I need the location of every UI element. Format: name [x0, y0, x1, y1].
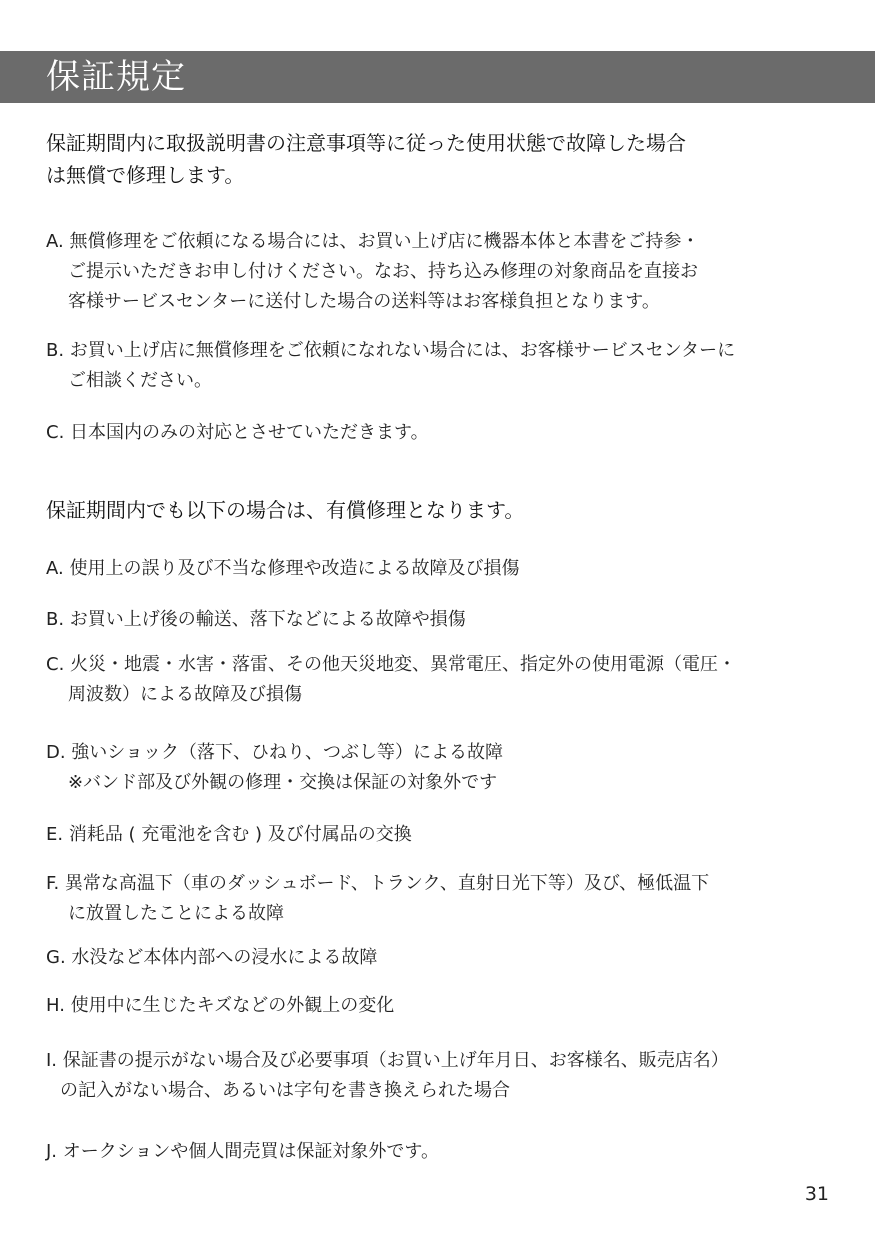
section2-item-c-line-1: C. 火災・地震・水害・落雷、その他天災地変、異常電圧、指定外の使用電源（電圧・ [46, 654, 737, 675]
section1-item-b [46, 336, 735, 396]
section2-item-j-line-1: J. オークションや個人間売買は保証対象外です。 [46, 1141, 439, 1162]
section2-item-j [46, 1137, 439, 1167]
section2-item-e [46, 820, 412, 850]
section1-item-a-line-1: A. 無償修理をご依頼になる場合には、お買い上げ店に機器本体と本書をご持参・ [46, 231, 700, 252]
section1-item-a-line-2: ご提示いただきお申し付けください。なお、持ち込み修理の対象商品を直接お [68, 261, 698, 282]
section2-item-h [46, 991, 394, 1021]
section2-item-b [46, 605, 466, 635]
section2-item-d [46, 738, 503, 798]
section2-item-c [46, 650, 736, 710]
section2-item-i-line-1: I. 保証書の提示がない場合及び必要事項（お買い上げ年月日、お客様名、販売店名） [46, 1050, 729, 1071]
section1-item-b-line-1: B. お買い上げ店に無償修理をご依頼になれない場合には、お客様サービスセンターに [46, 340, 736, 361]
section2-item-c-line-2: 周波数）による故障及び損傷 [68, 684, 302, 705]
section2-item-a [46, 554, 519, 584]
section2-item-f-line-2: に放置したことによる故障 [68, 903, 284, 924]
section2-item-f-line-1: F. 異常な高温下（車のダッシュボード、トランク、直射日光下等）及び、極低温下 [46, 873, 710, 894]
section2-item-i-line-2: の記入がない場合、あるいは字句を書き換えられた場合 [60, 1080, 510, 1101]
page-title: 保証規定 [46, 57, 186, 97]
section2-item-g [46, 943, 377, 973]
section2-item-e-line-1: E. 消耗品 ( 充電池を含む ) 及び付属品の交換 [46, 824, 412, 845]
section2-item-a-line-1: A. 使用上の誤り及び不当な修理や改造による故障及び損傷 [46, 558, 520, 579]
section1-item-c-line-1: C. 日本国内のみの対応とさせていただきます。 [46, 422, 429, 443]
section2-item-g-line-1: G. 水没など本体内部への浸水による故障 [46, 947, 378, 968]
section1-item-c [46, 418, 429, 448]
section2-item-f [46, 869, 709, 929]
section1-item-a-line-3: 客様サービスセンターに送付した場合の送料等はお客様負担となります。 [68, 291, 660, 312]
title-bar [0, 51, 875, 103]
section2-item-d-line-1: D. 強いショック（落下、ひねり、つぶし等）による故障 [46, 742, 503, 763]
section1-item-b-line-2: ご相談ください。 [68, 370, 212, 391]
section1-heading-line-2: は無償で修理します。 [46, 163, 245, 187]
section2-item-b-line-1: B. お買い上げ後の輸送、落下などによる故障や損傷 [46, 609, 466, 630]
section1-item-a [46, 227, 699, 317]
section2-item-d-line-2: ※バンド部及び外観の修理・交換は保証の対象外です [68, 772, 498, 793]
section1-heading [46, 127, 686, 191]
section2-item-h-line-1: H. 使用中に生じたキズなどの外観上の変化 [46, 995, 395, 1016]
section2-item-i [46, 1046, 729, 1106]
page-number: 31 [804, 1183, 829, 1205]
section1-heading-line-1: 保証期間内に取扱説明書の注意事項等に従った使用状態で故障した場合 [46, 131, 686, 155]
section2-heading: 保証期間内でも以下の場合は、有償修理となります。 [46, 498, 525, 522]
